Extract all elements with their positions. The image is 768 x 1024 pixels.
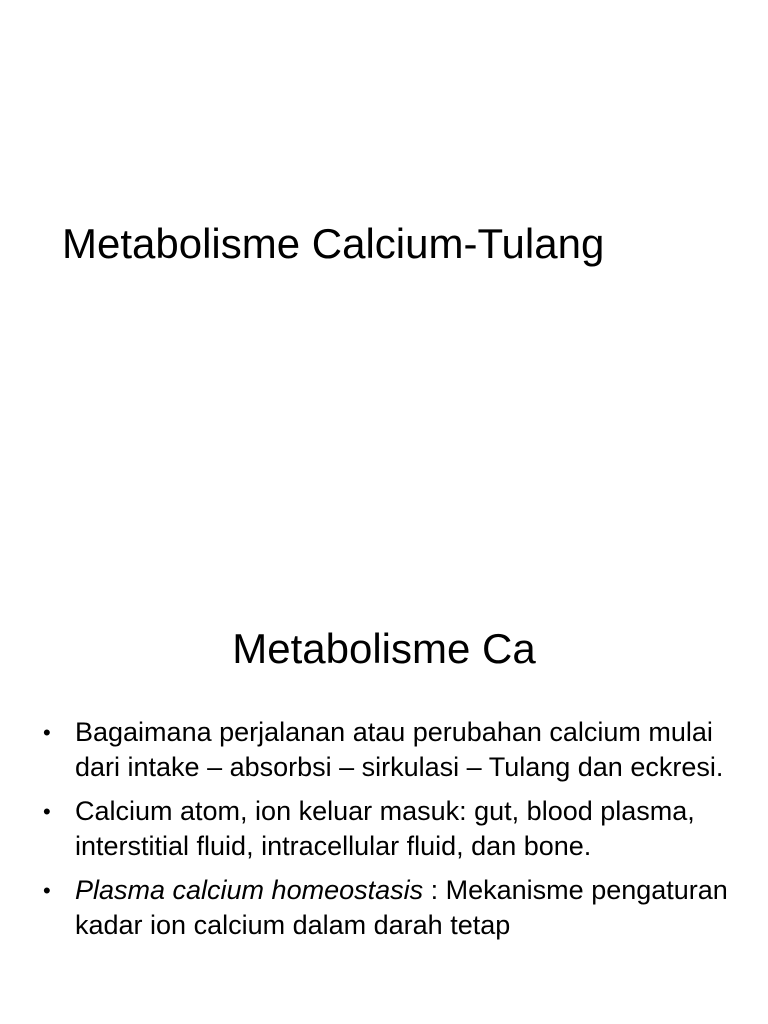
bullet-icon: •	[43, 878, 51, 903]
bullet-item	[43, 715, 733, 785]
bullet-italic-term: Plasma calcium homeostasis	[75, 875, 424, 905]
bullet-text: Bagaimana perjalanan atau perubahan calcium mulai dari intake – absorbsi – sirkulasi – Tulang dan eckresi.	[75, 717, 724, 782]
bullet-item	[43, 794, 733, 864]
bullet-icon: •	[43, 720, 51, 745]
bullet-text-rest: : Mekanisme pengaturan kadar ion calcium dalam darah tetap	[75, 875, 728, 940]
bullet-text: Calcium atom, ion keluar masuk: gut, blood plasma, interstitial fluid, intracellular fluid, dan bone.	[75, 796, 695, 861]
bullet-item	[43, 873, 733, 943]
bullet-list	[43, 715, 733, 952]
bullet-icon: •	[43, 799, 51, 824]
slide-title: Metabolisme Calcium-Tulang	[62, 220, 605, 267]
bullet-text	[75, 875, 728, 940]
section-heading: Metabolisme Ca	[232, 625, 536, 672]
